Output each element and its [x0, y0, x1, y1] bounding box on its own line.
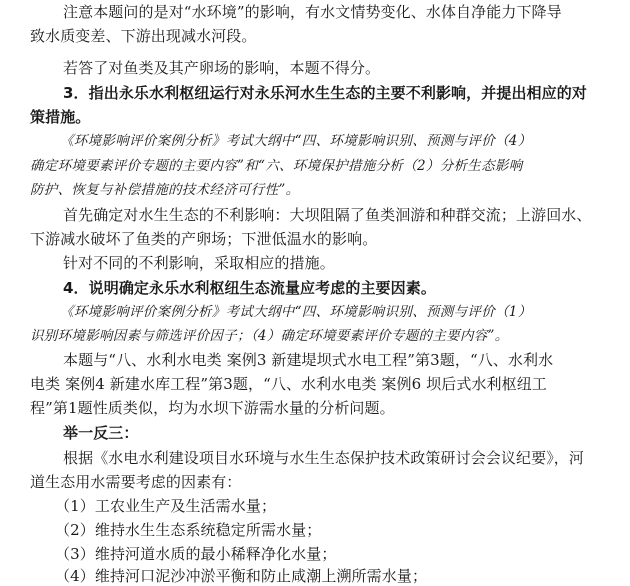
paragraph-line: 针对不同的不利影响，采取相应的措施。 — [63, 254, 335, 272]
question-heading: 4．说明确定永乐水利枢纽生态流量应考虑的主要因素。 — [63, 279, 436, 297]
paragraph-line: 首先确定对水生生态的不利影响：大坝阻隔了鱼类洄游和种群交流；上游回水、 — [63, 206, 592, 224]
syllabus-reference-line: 防护、恢复与补偿措施的技术经济可行性”。 — [30, 182, 300, 198]
paragraph-line: 注意本题问的是对“水环境”的影响，有水文情势变化、水体自净能力下降导 — [63, 3, 562, 21]
paragraph-line: 道生态用水需要考虑的因素有： — [30, 473, 242, 491]
list-item: （3）维持河道水质的最小稀释净化水量； — [55, 545, 337, 563]
list-item: （2）维持水生生态系统稳定所需水量； — [55, 521, 322, 539]
syllabus-reference-line: 《环境影响评价案例分析》考试大纲中“四、环境影响识别、预测与评价（4） — [60, 133, 532, 149]
paragraph-line: 下游减水破坏了鱼类的产卵场；下泄低温水的影响。 — [30, 230, 378, 248]
syllabus-reference-line: 识别环境影响因素与筛选评价因子；（4）确定环境要素评价专题的主要内容”。 — [30, 328, 509, 344]
list-item: （1）工农业生产及生活需水量； — [55, 497, 277, 515]
paragraph-line: 程”第1题性质类似，均为水坝下游需水量的分析问题。 — [30, 399, 395, 417]
list-item: （4）维持河口泥沙冲淤平衡和防止咸潮上溯所需水量； — [55, 567, 428, 585]
paragraph-line: 本题与“八、水利水电类 案例3 新建堤坝式水电工程”第3题，“八、水利水 — [63, 351, 554, 369]
paragraph-line: 致水质变差、下游出现减水河段。 — [30, 27, 257, 45]
question-heading: 3．指出永乐水利枢纽运行对永乐河水生生态的主要不利影响，并提出相应的对 — [63, 84, 587, 102]
paragraph-line: 根据《水电水利建设项目水环境与水生生态保护技术政策研讨会会议纪要》，河 — [63, 449, 585, 467]
paragraph-line: 若答了对鱼类及其产卵场的影响，本题不得分。 — [63, 59, 381, 77]
section-label: 举一反三： — [63, 424, 139, 442]
syllabus-reference-line: 确定环境要素评价专题的主要内容”和“六、环境保护措施分析（2）分析生态影响 — [30, 158, 523, 174]
question-heading: 策措施。 — [30, 108, 91, 126]
syllabus-reference-line: 《环境影响评价案例分析》考试大纲中“四、环境影响识别、预测与评价（1） — [60, 304, 532, 320]
paragraph-line: 电类 案例4 新建水库工程”第3题，“八、水利水电类 案例6 坝后式水利枢纽工 — [30, 375, 547, 393]
